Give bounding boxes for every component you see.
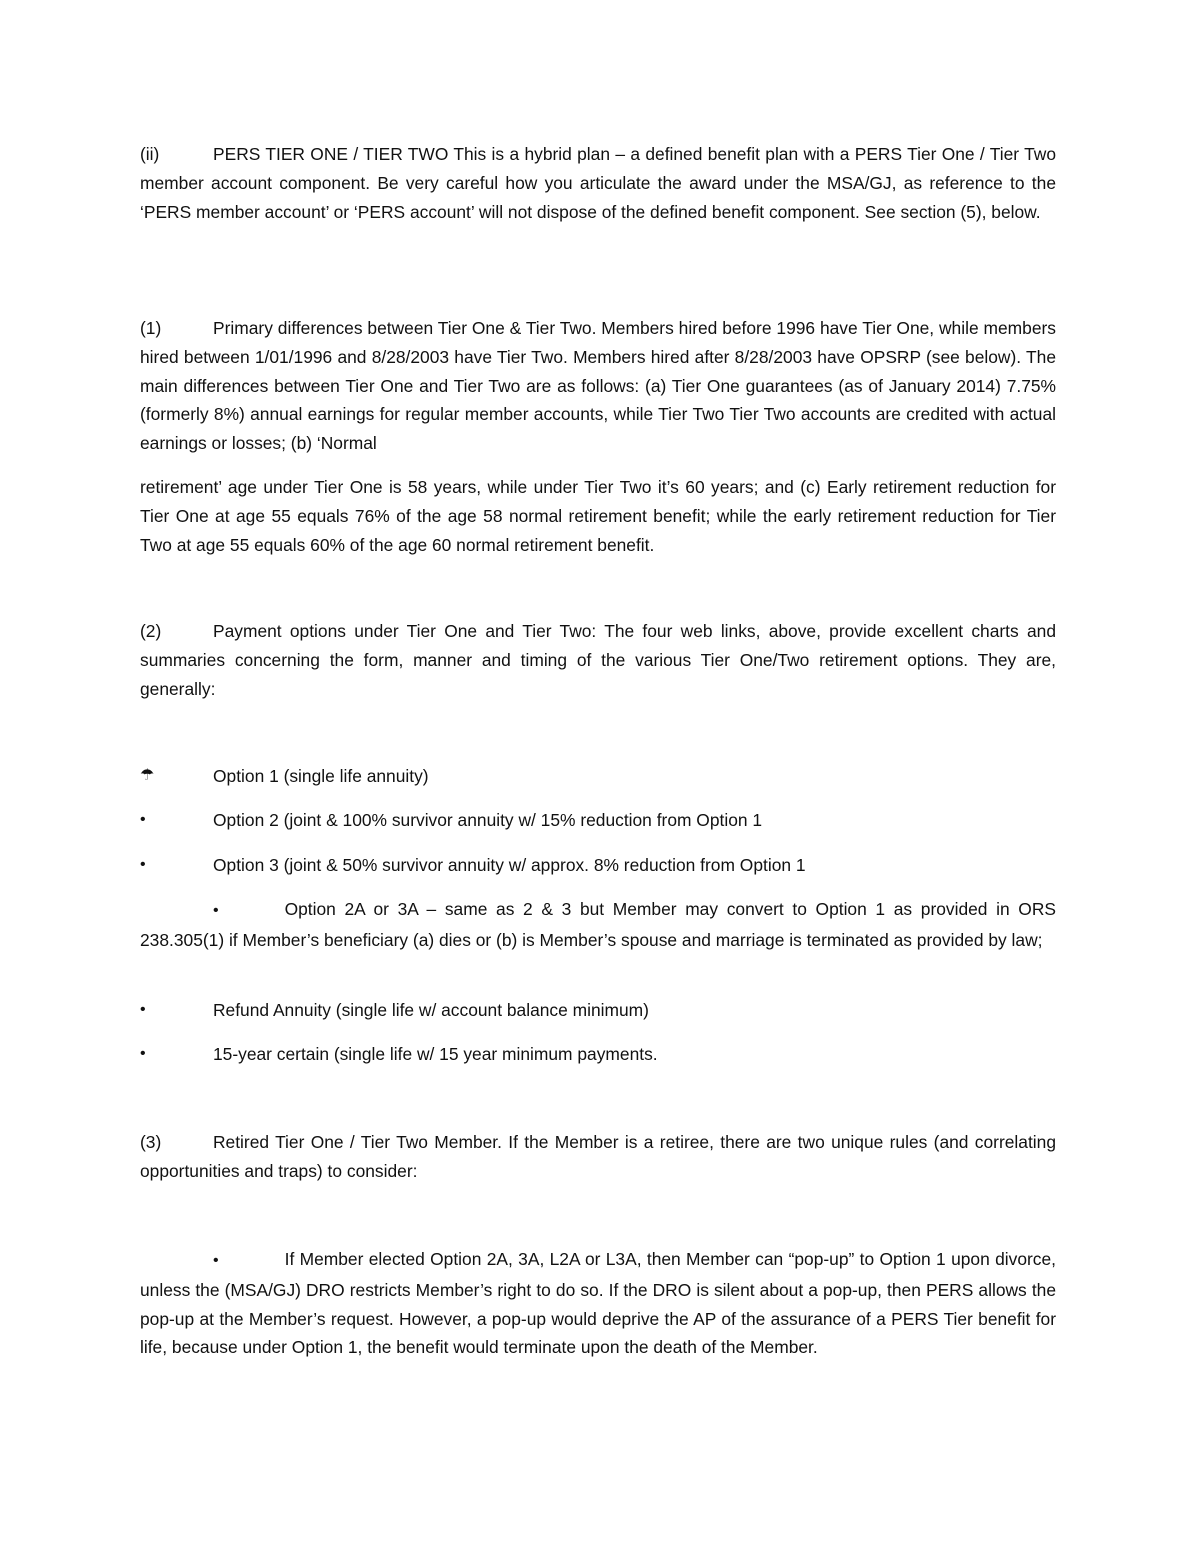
bullet-icon: •: [213, 902, 219, 919]
option-text-5: Refund Annuity (single life w/ account balance minimum): [213, 1000, 649, 1020]
section-3-bullet-item: [140, 1245, 1056, 1362]
section-3-paragraph: [140, 1128, 1056, 1186]
option-item-2: [140, 806, 1056, 835]
option-text-4: Option 2A or 3A – same as 2 & 3 but Member may convert to Option 1 as provided in ORS 238.305(1) if Member’s beneficiary (a) dies or (b) is Member’s spouse and marriage is terminated as provided by law;: [140, 899, 1056, 950]
section-1-label: (1): [140, 318, 162, 338]
option-item-1: [140, 762, 1056, 791]
option-item-3: [140, 851, 1056, 880]
intro-text: PERS TIER ONE / TIER TWO This is a hybrid plan – a defined benefit plan with a PERS Tier One / Tier Two member account component. Be very careful how you articulate the award under the MSA/GJ, as reference to the ‘PERS member account’ or ‘PERS account’ will not dispose of the defined benefit component. See section (5), below.: [140, 144, 1056, 222]
option-item-6: [140, 1040, 1056, 1069]
section-1-continuation: retirement’ age under Tier One is 58 years, while under Tier Two it’s 60 years; and (c) Early retirement reduction for Tier One at age 55 equals 76% of the age 58 normal retirement benefit; while the early retirement reduction for Tier Two at age 55 equals 60% of the age 60 normal retirement benefit.: [140, 477, 1056, 555]
section-3-text: Retired Tier One / Tier Two Member. If the Member is a retiree, there are two unique rules (and correlating opportunities and traps) to consider:: [140, 1132, 1056, 1181]
section-2-paragraph: [140, 617, 1056, 703]
option-text-6: 15-year certain (single life w/ 15 year minimum payments.: [213, 1044, 658, 1064]
bullet-icon: •: [140, 1001, 146, 1018]
option-text-1: Option 1 (single life annuity): [213, 766, 429, 786]
section-2-text: Payment options under Tier One and Tier Two: The four web links, above, provide excellent charts and summaries concerning the form, manner and timing of the various Tier One/Two retirement options. They are, generally:: [140, 621, 1056, 699]
option-item-5: [140, 996, 1056, 1025]
section-3-label: (3): [140, 1132, 162, 1152]
option-text-2: Option 2 (joint & 100% survivor annuity w/ 15% reduction from Option 1: [213, 810, 763, 830]
intro-label: (ii): [140, 144, 160, 164]
bullet-icon: •: [140, 811, 146, 828]
intro-paragraph: [140, 140, 1056, 226]
section-1-text: Primary differences between Tier One & Tier Two. Members hired before 1996 have Tier One, while members hired between 1/01/1996 and 8/28/2003 have Tier Two. Members hired after 8/28/2003 have OPSRP (see below). The main differences between Tier One and Tier Two are as follows: (a) Tier One guarantees (as of January 2014) 7.75% (formerly 8%) annual earnings for regular member accounts, while Tier Two Tier Two accounts are credited with actual earnings or losses; (b) ‘Normal: [140, 318, 1056, 454]
option-item-4: [140, 895, 1056, 955]
section-3-bullet-text: If Member elected Option 2A, 3A, L2A or L3A, then Member can “pop-up” to Option 1 upon divorce, unless the (MSA/GJ) DRO restricts Member’s right to do so. If the DRO is silent about a pop-up, then PERS allows the pop-up at the Member’s request. However, a pop-up would deprive the AP of the assurance of a PERS Tier benefit for life, because under Option 1, the benefit would terminate upon the death of the Member.: [140, 1249, 1056, 1358]
bullet-icon: •: [213, 1252, 219, 1269]
umbrella-icon: ☂: [140, 767, 155, 784]
bullet-icon: •: [140, 856, 146, 873]
option-text-3: Option 3 (joint & 50% survivor annuity w/ approx. 8% reduction from Option 1: [213, 855, 806, 875]
bullet-icon: •: [140, 1045, 146, 1062]
section-1-paragraph: [140, 314, 1056, 458]
section-2-label: (2): [140, 621, 162, 641]
